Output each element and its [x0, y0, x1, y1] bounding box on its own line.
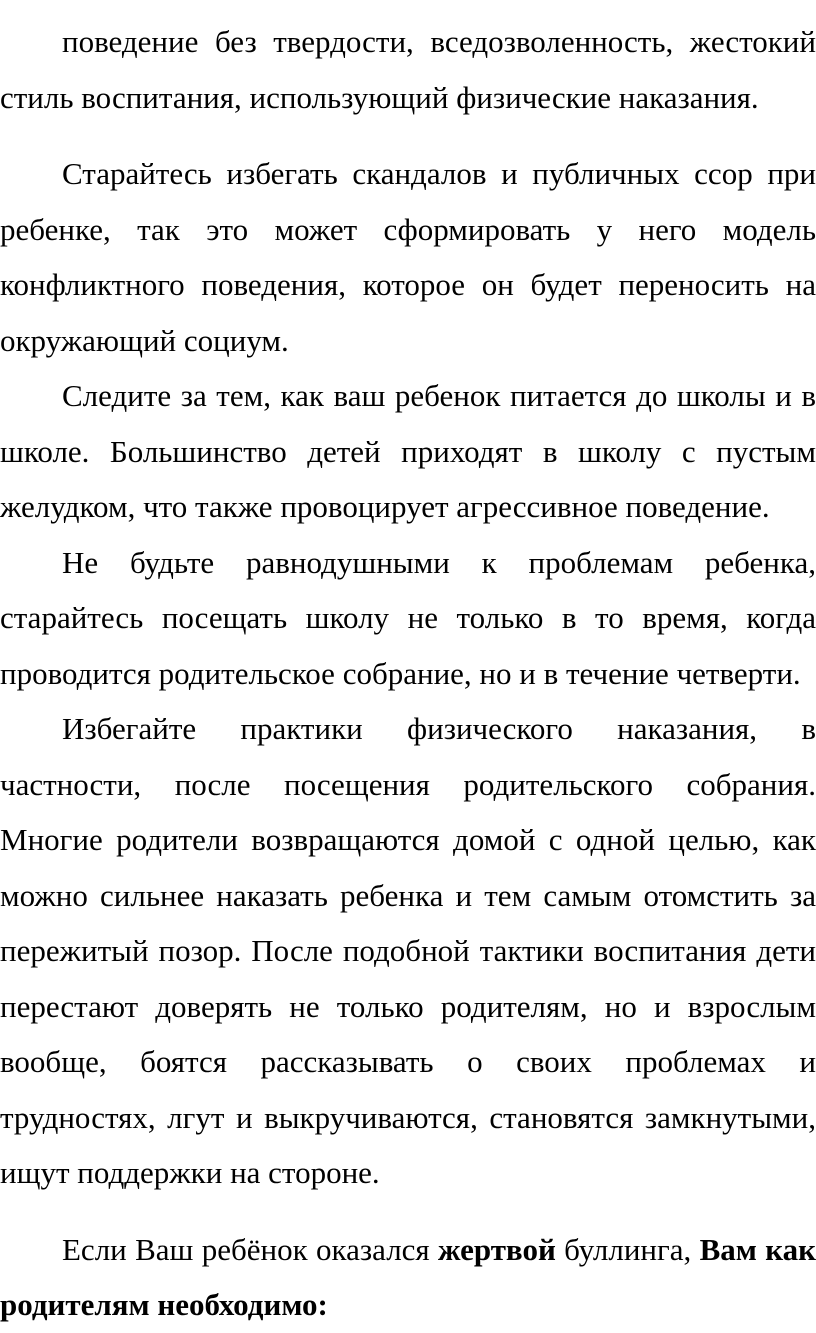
paragraph-visit-school: Не будьте равнодушными к проблемам ребенка, старайтесь посещать школу не только в то время, когда проводится родительское собрание, но и в течение четверти. [0, 544, 816, 691]
victim-bold-phrase: Вам как родителям необходимо: [0, 1231, 816, 1322]
paragraph-nutrition: Следите за тем, как ваш ребенок питается до школы и в школе. Большинство детей приходят в школу с пустым желудком, что также провоцирует агрессивное поведение. [0, 378, 816, 524]
paragraph-continuation: поведение без твердости, вседозволенность, жестокий стиль воспитания, использующий физические наказания. [0, 24, 816, 115]
paragraph-avoid-quarrels: Старайтесь избегать скандалов и публичных ссор при ребенке, так это может сформировать у него модель конфликтного поведения, которое он будет переносить на окружающий социум. [0, 156, 816, 358]
victim-text-middle: буллинга, [555, 1231, 700, 1267]
paragraph-avoid-punishment: Избегайте практики физического наказания, в частности, после посещения родительского собрания. Многие родители возвращаются домой с одной целью, как можно сильнее наказать ребенка и тем самым отомстить за пережитый позор. После подобной тактики воспитания дети перестают доверять не только родителям, но и взрослым вообще, боятся рассказывать о своих проблемах и трудностях, лгут и выкручиваются, становятся замкнутыми, ищут поддержки на стороне. [0, 711, 816, 1190]
victim-bold-word: жертвой [438, 1231, 556, 1267]
victim-text-start: Если Ваш ребёнок оказался [62, 1231, 439, 1267]
document-page [0, 14, 816, 1333]
paragraph-bullying-victim [0, 1222, 816, 1333]
